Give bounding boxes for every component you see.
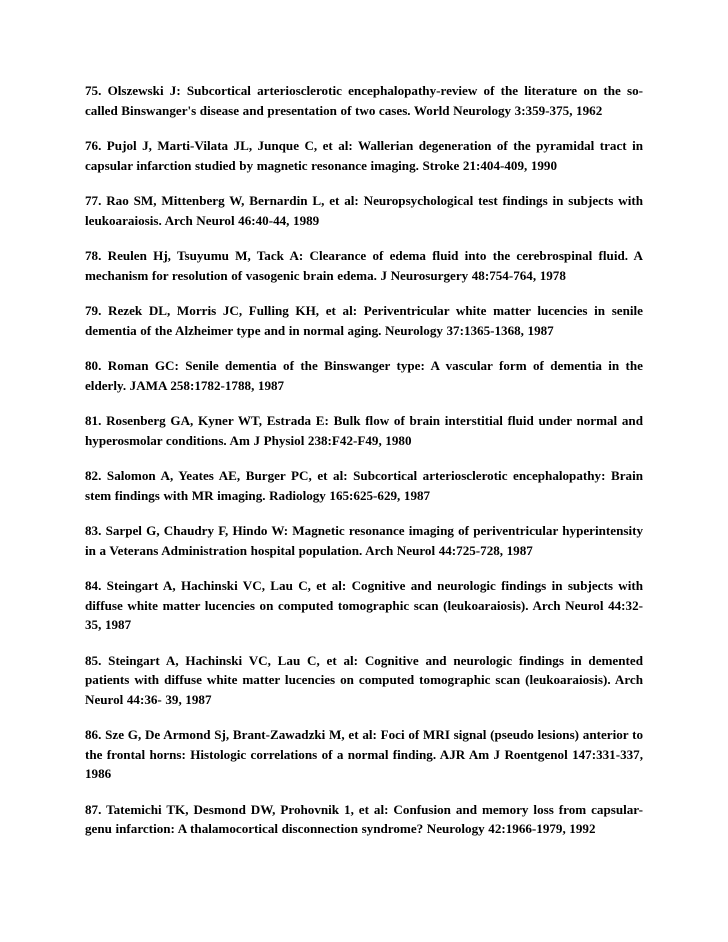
reference-87: 87. Tatemichi TK, Desmond DW, Prohovnik 1, et al: Confusion and memory loss from capsular-genu infarction: A thalamocortical disconnection syndrome? Neurology 42:1966-1979, 1992 [85, 801, 643, 836]
reference-85: 85. Steingart A, Hachinski VC, Lau C, et al: Cognitive and neurologic findings in demented patients with diffuse white matter lucencies on computed tomographic scan (leukoaraiosis). Arch Neurol 44:36- 39, 1987 [85, 652, 643, 707]
reference-83: 83. Sarpel G, Chaudry F, Hindo W: Magnetic resonance imaging of periventricular hyperintensity in a Veterans Administration hospital population. Arch Neurol 44:725-728, 1987 [85, 523, 643, 558]
reference-80: 80. Roman GC: Senile dementia of the Binswanger type: A vascular form of dementia in the elderly. JAMA 258:1782-1788, 1987 [85, 358, 643, 393]
reference-77: 77. Rao SM, Mittenberg W, Bernardin L, et al: Neuropsychological test findings in subjects with leukoaraiosis. Arch Neurol 46:40-44, 1989 [85, 193, 643, 228]
reference-76: 76. Pujol J, Marti-Vilata JL, Junque C, et al: Wallerian degeneration of the pyramidal tract in capsular infarction studied by magnetic resonance imaging. Stroke 21:404-409, 1990 [85, 138, 643, 173]
reference-82: 82. Salomon A, Yeates AE, Burger PC, et al: Subcortical arteriosclerotic encephalopathy: Brain stem findings with MR imaging. Radiology 165:625-629, 1987 [85, 468, 643, 503]
reference-75: 75. Olszewski J: Subcortical arteriosclerotic encephalopathy-review of the literature on the so-called Binswanger's disease and presentation of two cases. World Neurology 3:359-375, 1962 [85, 83, 643, 118]
reference-86: 86. Sze G, De Armond Sj, Brant-Zawadzki M, et al: Foci of MRI signal (pseudo lesions) anterior to the frontal horns: Histologic correlations of a normal finding. AJR Am J Roentgenol 147:331-337, 1986 [85, 727, 643, 781]
reference-78: 78. Reulen Hj, Tsuyumu M, Tack A: Clearance of edema fluid into the cerebrospinal fluid. A mechanism for resolution of vasogenic brain edema. J Neurosurgery 48:754-764, 1978 [85, 248, 643, 283]
reference-79: 79. Rezek DL, Morris JC, Fulling KH, et al: Periventricular white matter lucencies in senile dementia of the Alzheimer type and in normal aging. Neurology 37:1365-1368, 1987 [85, 303, 643, 338]
reference-list [85, 81, 643, 855]
reference-84: 84. Steingart A, Hachinski VC, Lau C, et al: Cognitive and neurologic findings in subjects with diffuse white matter lucencies on computed tomographic scan (leukoaraiosis). Arch Neurol 44:32-35, 1987 [85, 578, 643, 632]
reference-81: 81. Rosenberg GA, Kyner WT, Estrada E: Bulk flow of brain interstitial fluid under normal and hyperosmolar conditions. Am J Physiol 238:F42-F49, 1980 [85, 413, 643, 448]
